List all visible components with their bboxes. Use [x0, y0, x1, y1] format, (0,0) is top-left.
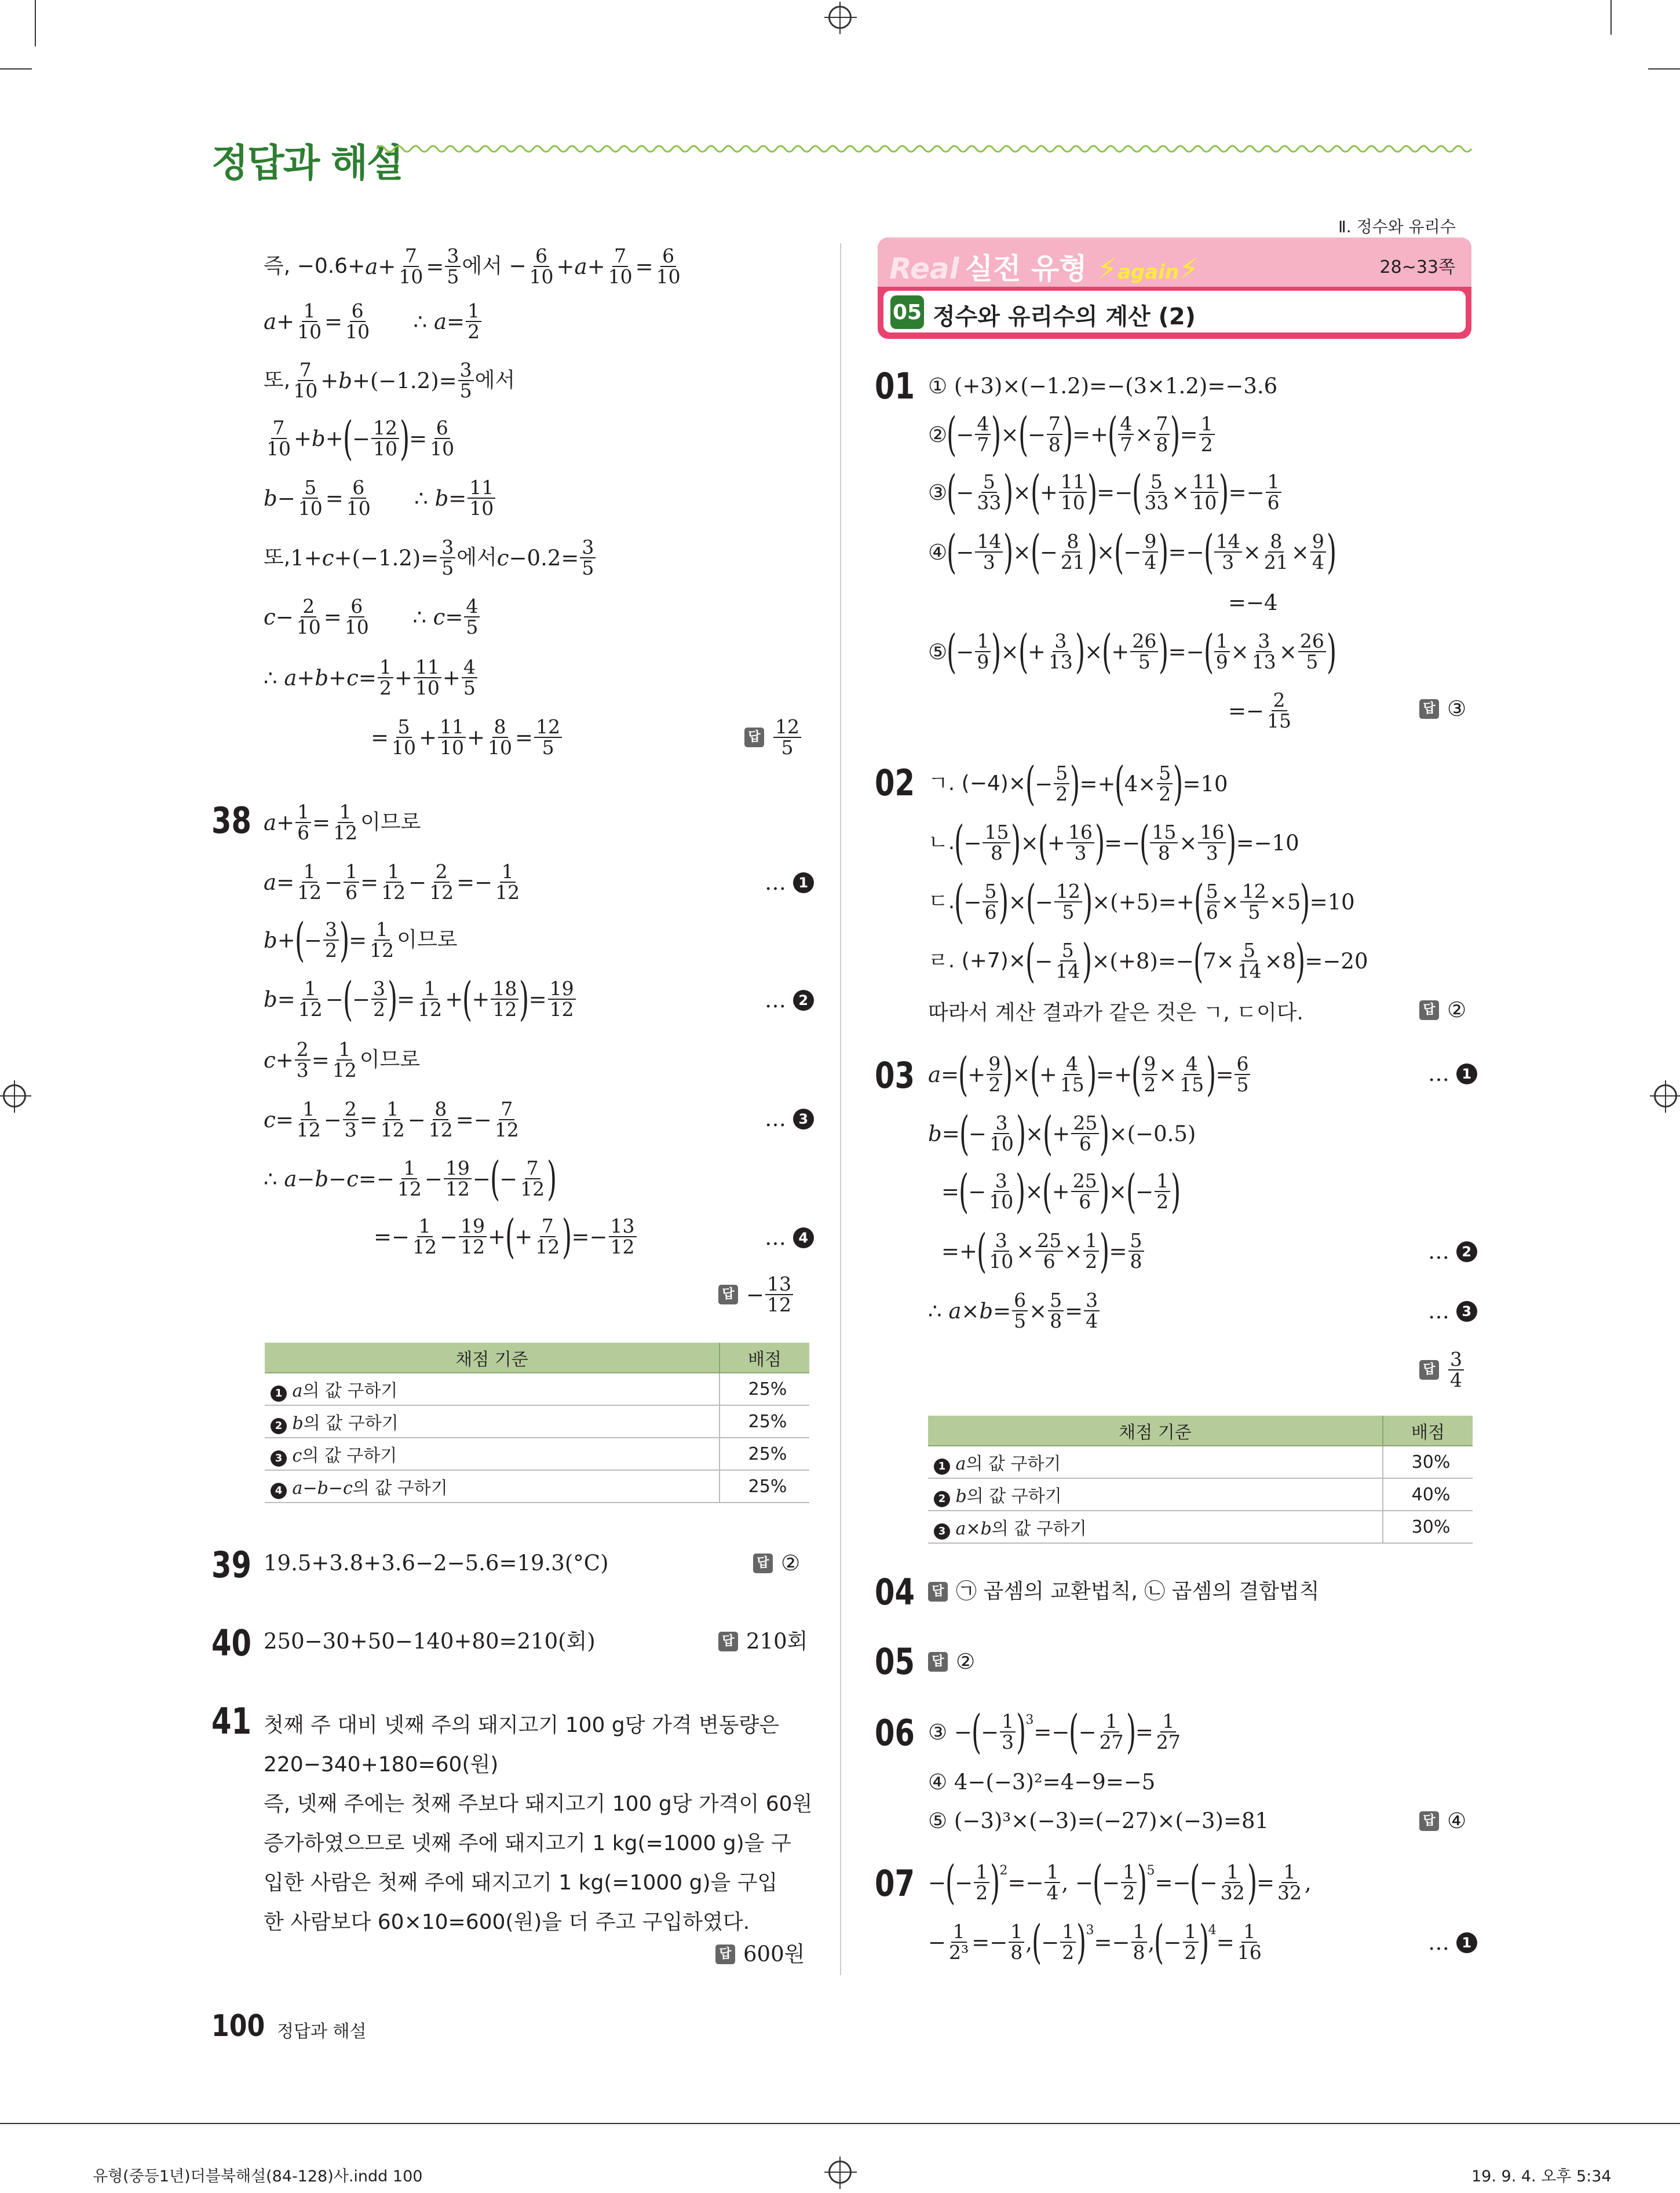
q06-4: ④ 4−(−3)²=4−9=−5 — [928, 1770, 1156, 1794]
problem-number-05: 05 — [875, 1640, 915, 1683]
step-marker: … 1 — [1428, 1932, 1477, 1953]
q07-line1: − ( − 1 2 ) $^2$ =− 1 4 , − ( − 1 2 ) $^5$ =− ( − 1 32 ) = 1 32 , — [928, 1855, 1312, 1909]
eq-line: a + 1 6 = 1 12 이므로 — [264, 801, 421, 844]
answer-02: 답 ② — [1419, 999, 1466, 1021]
eq-line: ∴ a − b − c =− 1 12 − 19 12 − ( − 7 12 ) — [264, 1152, 557, 1205]
problem-number-01: 01 — [875, 365, 915, 407]
q40-text: 250−30+50−140+80=210(회) — [264, 1629, 596, 1654]
problem-number-03: 03 — [875, 1054, 915, 1096]
answer-06: 답 ④ — [1419, 1810, 1466, 1832]
answer-01: 답 ③ — [1419, 698, 1466, 719]
q01-line5: ⑤ ( − 1 9 ) × ( + 3 13 ) × ( + 26 5 ) =− ( 1 9 × 3 13 × 26 5 ) — [928, 624, 1337, 678]
q01-line5b: =− 2 15 — [1228, 689, 1292, 732]
eq-line: ∴ a + b + c = 1 2 + 11 10 + 4 5 — [264, 652, 479, 704]
problem-number-07: 07 — [875, 1862, 915, 1905]
header-title: 정답과 해설 — [211, 141, 403, 185]
eq-line: b + ( − 3 2 ) = 1 12 이므로 — [264, 913, 458, 967]
file-name: 유형(중등1년)더블북해설(84-128)사.indd 100 — [93, 2168, 423, 2185]
q07-line2: − 1 2³ =− 1 8 , ( − 1 2 ) $^3$ =− 1 8 , ( − 1 2 ) $^4$ = 1 16 — [928, 1915, 1262, 1969]
problem-number-40: 40 — [211, 1622, 252, 1664]
step-marker: … 2 — [765, 989, 814, 1011]
eq-line: 즉, −0.6+ a + 7 10 = 3 5 에서 − $\frac{6}{10}$ + a + 7 10 = 6 10 — [264, 244, 681, 288]
page-label: 정답과 해설 — [277, 2022, 367, 2042]
step-marker: … 1 — [1428, 1063, 1477, 1084]
registration-mark-icon — [1654, 1084, 1677, 1108]
crop-line — [1610, 0, 1612, 35]
q03-b3: =+ ( 3 10 × 25 6 × 1 2 ) = 5 8 — [941, 1225, 1145, 1277]
q02-n: ㄴ. ( − 15 8 ) × ( + 16 3 ) =− ( 15 8 × 16 3 ) =−10 — [928, 816, 1299, 869]
q02-r: ㄹ. (+7)× ( − 5 14 ) ×(+8)=− ( 7× 5 14 ×8 ) =−20 — [928, 934, 1368, 988]
problem-number-02: 02 — [875, 762, 915, 804]
q02-g: ㄱ. (−4)× ( − 5 2 ) =+ ( 4× 5 2 ) =10 — [928, 756, 1228, 810]
eq-line: c + 2 3 = 1 12 이므로 — [264, 1038, 421, 1081]
eq-line: b − 5 10 = 6 10 ∴ b = 11 10 — [264, 472, 496, 524]
q06-3: ③ − ( − 1 3 ) $^3$ =− ( − 1 27 ) = 1 27 — [928, 1705, 1181, 1759]
page-number: 100 — [211, 2009, 265, 2044]
eq-line: = 5 10 + 11 10 + 8 10 = 12 5 — [371, 711, 563, 763]
registration-mark-icon — [828, 2161, 852, 2184]
eq-line: 또, 7 10 + b +(−1.2)= 3 5 에서 — [264, 359, 516, 402]
wavy-rule — [377, 142, 1477, 156]
problem-number-38: 38 — [211, 799, 252, 842]
column-divider — [840, 243, 841, 1975]
section-label: Ⅱ. 정수와 유리수 — [1338, 217, 1456, 236]
eq-line: 또, 1+ c +(−1.2)= 3 5 에서 c −0.2= 3 5 — [264, 532, 597, 584]
step-marker: … 1 — [765, 872, 814, 893]
q04-answer: 답 ㉠ 곱셈의 교환법칙, ㉡ 곱셈의 결합법칙 — [928, 1581, 1320, 1602]
answer-39: 답 ② — [753, 1552, 800, 1574]
q01-line2: ② ( − 4 7 ) × ( − 7 8 ) =+ ( 4 7 × 7 8 ) = 1 2 — [928, 408, 1216, 460]
eq-line: a + 1 10 = 6 10 ∴ a = 1 2 — [264, 295, 483, 348]
answer-38: 답 − 13 12 — [718, 1269, 794, 1321]
q03-b2: = ( − 3 10 ) × ( + 25 6 ) × ( − 1 2 ) — [941, 1164, 1181, 1218]
scoring-table-38: 채점 기준 배점 1 a의 값 구하기 25% 2 b의 값 구하기 25% 3 c의 값 구하기 25% 4 a−b−c의 값 구하기 25% — [265, 1343, 809, 1503]
scoring-table-03: 채점 기준 배점 1 a의 값 구하기 30% 2 b의 값 구하기 40% 3 a×b의 값 구하기 30% — [928, 1416, 1473, 1544]
footer-rule — [0, 2123, 1680, 2124]
problem-number-39: 39 — [211, 1544, 252, 1586]
eq-line: a = 1 12 − 1 6 = 1 12 − 2 12 =− 1 12 — [264, 860, 520, 904]
problem-number-06: 06 — [875, 1712, 915, 1754]
eq-line: =− 1 12 − 19 12 + ( + 7 12 ) =− 13 12 — [374, 1211, 638, 1263]
registration-mark-icon — [3, 1084, 26, 1108]
q03-ab: ∴ a × b = 6 5 × 5 8 = 3 4 — [928, 1285, 1101, 1337]
step-marker: … 3 — [765, 1108, 814, 1130]
q39-text: 19.5+3.8+3.6−2−5.6=19.3(°C) — [264, 1551, 609, 1576]
q01-line1: ① (+3)×(−1.2)=−(3×1.2)=−3.6 — [928, 374, 1278, 399]
problem-number-41: 41 — [211, 1700, 252, 1742]
eq-line: c − 2 10 = 6 10 ∴ c = 4 5 — [264, 591, 481, 643]
eq-line: 7 10 + b + ( − 12 10 ) = 6 10 — [266, 411, 455, 465]
q05-answer: 답 ② — [928, 1651, 975, 1672]
crop-line — [0, 68, 32, 70]
eq-line: b = 1 12 − ( − 3 2 ) = 1 12 + ( + 18 12 ) = 19 12 — [264, 973, 577, 1025]
step-marker: … 3 — [1428, 1300, 1477, 1322]
q03-a: a = ( + 9 2 ) × ( + 4 15 ) =+ ( 9 2 × 4 15 ) = 6 5 — [928, 1048, 1251, 1101]
q41-text: 첫째 주 대비 넷째 주의 돼지고기 100 g당 가격 변동량은 220−340+180=60(원) 즉, 넷째 주에는 첫째 주보다 돼지고기 100 g당 가격이 60원 증가하였으므로 넷째 주에 돼지고기 1 kg(=1000 g)을 구 입한 사람은 첫째 주에 돼지고기 1 kg(=1000 g)을 구입 한 사람보다 60×10=600(원)을 더 주고 구입하였다. — [264, 1713, 813, 1934]
q06-5: ⑤ (−3)³×(−3)=(−27)×(−3)=81 — [928, 1808, 1269, 1833]
eq-line: c = 1 12 − 2 3 = 1 12 − 8 12 =− 7 12 — [264, 1098, 519, 1141]
banner: Real 실전 유형 ⚡again⚡ 28~33쪽 05 정수와 유리수의 계산 (2) — [878, 237, 1471, 339]
q02-d: ㄷ. ( − 5 6 ) × ( − 12 5 ) ×(+5)=+ ( 5 6 × 12 5 ×5 ) =10 — [928, 875, 1355, 929]
print-date: 19. 9. 4. 오후 5:34 — [1471, 2168, 1612, 2185]
problem-number-04: 04 — [875, 1571, 915, 1613]
q01-line3: ③ ( − 5 33 ) × ( + 11 10 ) =− ( 5 33 × 11 10 ) =− 1 6 — [928, 466, 1283, 518]
crop-line — [1648, 68, 1680, 70]
answer-37: 답 12 5 — [744, 711, 802, 763]
step-marker: … 4 — [765, 1227, 814, 1248]
crop-line — [35, 0, 36, 46]
registration-mark-icon — [828, 6, 852, 29]
q02-conclusion: 따라서 계산 결과가 같은 것은 ㄱ, ㄷ이다. — [928, 1001, 1303, 1025]
q03-b1: b = ( − 3 10 ) × ( + 25 6 ) ×(−0.5) — [928, 1106, 1196, 1160]
q01-line4b: =−4 — [1228, 590, 1278, 615]
answer-41: 답 600원 — [715, 1943, 805, 1965]
q01-line4: ④ ( − 14 3 ) × ( − 8 21 ) × ( − 9 4 ) =− ( 14 3 × 8 21 × 9 4 ) — [928, 525, 1337, 579]
answer-03: 답 3 4 — [1419, 1344, 1465, 1396]
answer-40: 답 210회 — [718, 1631, 808, 1652]
step-marker: … 2 — [1428, 1241, 1477, 1262]
